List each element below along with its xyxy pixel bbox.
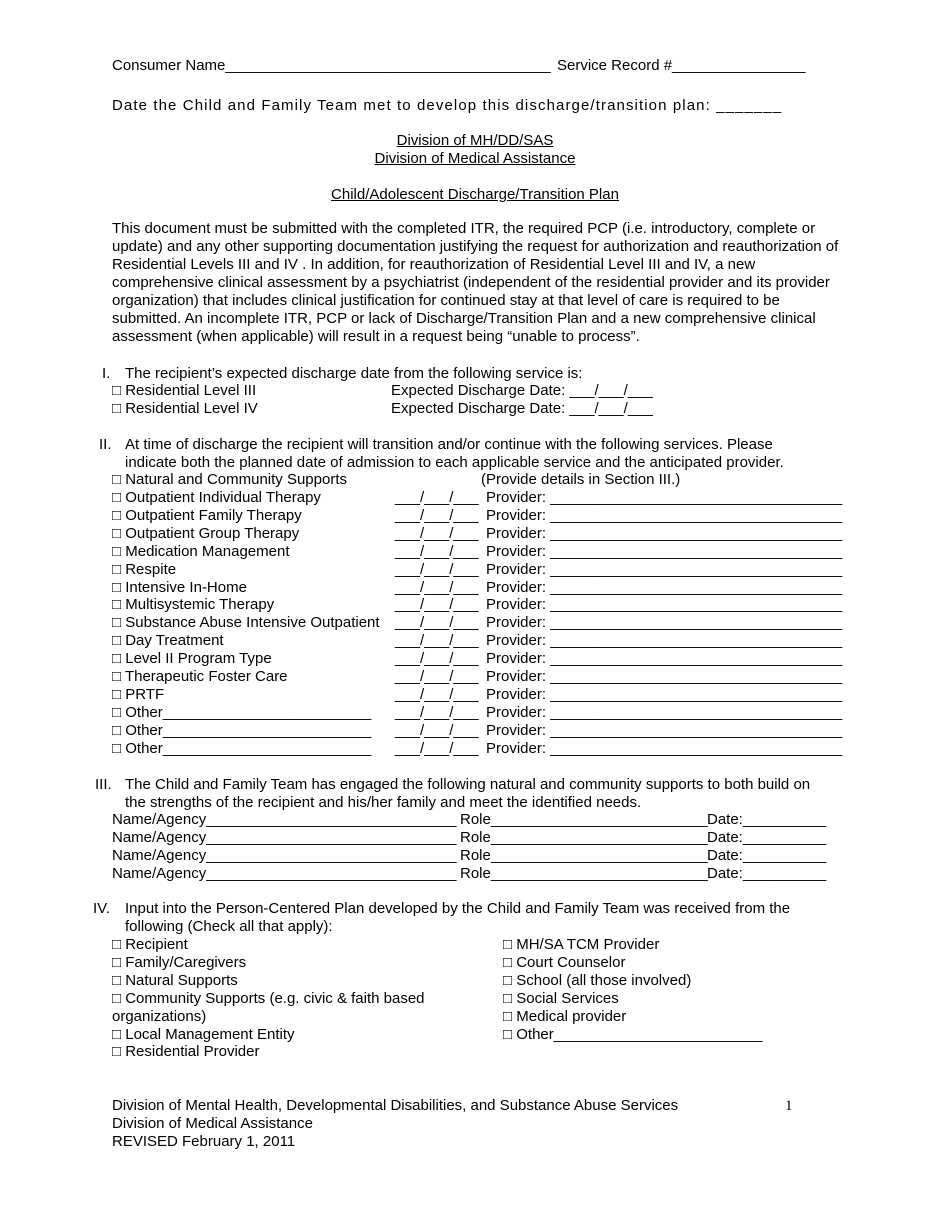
- admission-date-field[interactable]: ___/___/___: [395, 506, 479, 524]
- admission-date-field[interactable]: ___/___/___: [395, 489, 479, 506]
- input-source-checkbox[interactable]: □ MH/SA TCM Provider: [503, 936, 660, 953]
- input-source-checkbox[interactable]: □ Local Management Entity: [112, 1025, 295, 1043]
- residential-level-3-checkbox[interactable]: □ Residential Level III: [112, 382, 257, 399]
- level-3-discharge-date[interactable]: Expected Discharge Date: ___/___/___: [391, 382, 653, 399]
- section-4-heading-cont: following (Check all that apply):: [125, 918, 333, 935]
- provider-field[interactable]: Provider: ___________________________________: [486, 506, 843, 524]
- consumer-name-field[interactable]: Consumer Name_______________________________________: [112, 57, 551, 74]
- admission-date-field[interactable]: ___/___/___: [395, 560, 479, 578]
- section-3-note: (Provide details in Section III.): [481, 471, 681, 488]
- input-source-checkbox[interactable]: □ Family/Caregivers: [112, 953, 247, 971]
- service-checkbox[interactable]: □ Other_________________________: [112, 739, 372, 757]
- admission-date-field[interactable]: ___/___/___: [395, 721, 479, 739]
- provider-field[interactable]: Provider: ___________________________________: [486, 524, 843, 542]
- provider-field[interactable]: Provider: ___________________________________: [486, 542, 843, 560]
- section-1-number: I.: [102, 365, 111, 382]
- name-agency-field[interactable]: Name/Agency______________________________: [112, 864, 457, 882]
- footer-division-1: Division of Mental Health, Developmental Disabilities, and Substance Abuse Services: [112, 1097, 679, 1114]
- service-checkbox[interactable]: □ PRTF: [112, 685, 165, 703]
- input-source-checkbox[interactable]: □ School (all those involved): [503, 971, 692, 989]
- natural-community-supports-checkbox[interactable]: □ Natural and Community Supports: [112, 471, 347, 488]
- section-2-number: II.: [99, 436, 112, 453]
- provider-field[interactable]: Provider: ___________________________________: [486, 650, 843, 668]
- admission-date-field[interactable]: ___/___/___: [395, 668, 479, 685]
- service-checkbox[interactable]: □ Intensive In-Home: [112, 578, 247, 596]
- provider-field[interactable]: Provider: ___________________________________: [486, 596, 843, 614]
- input-source-checkbox[interactable]: □ Natural Supports: [112, 971, 238, 989]
- service-checkbox[interactable]: □ Outpatient Group Therapy: [112, 524, 300, 542]
- name-agency-field[interactable]: Name/Agency______________________________: [112, 811, 457, 828]
- section-4-heading: Input into the Person-Centered Plan developed by the Child and Family Team was received from the: [125, 900, 791, 917]
- service-checkbox[interactable]: □ Medication Management: [112, 542, 290, 560]
- service-checkbox[interactable]: □ Outpatient Individual Therapy: [112, 489, 321, 506]
- footer-revised: REVISED February 1, 2011: [112, 1133, 296, 1150]
- input-source-checkbox[interactable]: □ Community Supports (e.g. civic & faith based: [112, 989, 425, 1007]
- team-date-field[interactable]: Date the Child and Family Team met to develop this discharge/transition plan: _______: [112, 97, 783, 114]
- support-date-field[interactable]: Date:__________: [707, 846, 827, 864]
- provider-field[interactable]: Provider: ___________________________________: [486, 739, 843, 757]
- service-checkbox[interactable]: □ Other_________________________: [112, 721, 372, 739]
- admission-date-field[interactable]: ___/___/___: [395, 578, 479, 596]
- section-3-heading-cont: the strengths of the recipient and his/her family and meet the identified needs.: [125, 794, 642, 811]
- service-checkbox[interactable]: □ Respite: [112, 560, 177, 578]
- page-number: 1: [785, 1098, 793, 1114]
- footer-division-2: Division of Medical Assistance: [112, 1115, 313, 1132]
- input-source-checkbox[interactable]: □ Recipient: [112, 936, 188, 953]
- level-4-discharge-date[interactable]: Expected Discharge Date: ___/___/___: [391, 400, 653, 417]
- admission-date-field[interactable]: ___/___/___: [395, 739, 479, 757]
- input-source-checkbox[interactable]: □ Other_________________________: [503, 1025, 763, 1043]
- section-3-number: III.: [95, 776, 112, 793]
- residential-level-4-checkbox[interactable]: □ Residential Level IV: [112, 400, 258, 417]
- name-agency-field[interactable]: Name/Agency______________________________: [112, 828, 457, 846]
- division-subtitle: Division of Medical Assistance: [374, 150, 576, 167]
- input-source-checkbox[interactable]: □ Residential Provider: [112, 1043, 260, 1061]
- input-source-checkbox[interactable]: □ Medical provider: [503, 1007, 627, 1025]
- provider-field[interactable]: Provider: ___________________________________: [486, 632, 843, 650]
- service-checkbox[interactable]: □ Therapeutic Foster Care: [112, 668, 288, 685]
- role-field[interactable]: Role__________________________: [460, 846, 708, 864]
- service-checkbox[interactable]: □ Multisystemic Therapy: [112, 596, 275, 614]
- service-checkbox[interactable]: □ Substance Abuse Intensive Outpatient: [112, 614, 380, 632]
- provider-field[interactable]: Provider: ___________________________________: [486, 721, 843, 739]
- support-date-field[interactable]: Date:__________: [707, 864, 827, 882]
- service-checkbox[interactable]: □ Day Treatment: [112, 632, 224, 650]
- name-agency-field[interactable]: Name/Agency______________________________: [112, 846, 457, 864]
- input-source-checkbox[interactable]: □ Court Counselor: [503, 953, 626, 971]
- provider-field[interactable]: Provider: ___________________________________: [486, 703, 843, 721]
- admission-date-field[interactable]: ___/___/___: [395, 524, 479, 542]
- provider-field[interactable]: Provider: ___________________________________: [486, 578, 843, 596]
- provider-field[interactable]: Provider: ___________________________________: [486, 489, 843, 506]
- provider-field[interactable]: Provider: ___________________________________: [486, 685, 843, 703]
- service-checkbox[interactable]: □ Outpatient Family Therapy: [112, 506, 302, 524]
- role-field[interactable]: Role__________________________: [460, 811, 708, 828]
- division-title: Division of MH/DD/SAS: [396, 132, 554, 149]
- provider-field[interactable]: Provider: ___________________________________: [486, 668, 843, 685]
- service-checkbox[interactable]: □ Level II Program Type: [112, 650, 272, 668]
- admission-date-field[interactable]: ___/___/___: [395, 685, 479, 703]
- service-checkbox[interactable]: □ Other_________________________: [112, 703, 372, 721]
- plan-title: Child/Adolescent Discharge/Transition Plan: [331, 186, 619, 203]
- section-3-heading: The Child and Family Team has engaged the following natural and community supports to both build on: [125, 776, 811, 793]
- support-date-field[interactable]: Date:__________: [707, 811, 827, 828]
- intro-paragraph: This document must be submitted with the completed ITR, the required PCP (i.e. introductory, complete or update) and any other supporting documentation justifying the request for authorization and reauthorization of Residential Levels III and IV . In addition, for reauthorization of Residential Level III and IV, a new comprehensive clinical assessment by a psychiatrist (independent of the residential provider and its provider organization) that includes clinical justification for continued stay at that level of care is required to be submitted. An incomplete ITR, PCP or lack of Discharge/Transition Plan and a new comprehensive clinical assessment (when applicable) will result in a request being “unable to process”.: [112, 220, 839, 345]
- role-field[interactable]: Role__________________________: [460, 864, 708, 882]
- section-2-heading-cont: indicate both the planned date of admission to each applicable service and the anticipated provider.: [125, 454, 784, 471]
- admission-date-field[interactable]: ___/___/___: [395, 703, 479, 721]
- service-record-field[interactable]: Service Record #________________: [557, 57, 806, 74]
- section-1-heading: The recipient’s expected discharge date from the following service is:: [125, 365, 583, 382]
- provider-field[interactable]: Provider: ___________________________________: [486, 560, 843, 578]
- admission-date-field[interactable]: ___/___/___: [395, 596, 479, 614]
- admission-date-field[interactable]: ___/___/___: [395, 614, 479, 632]
- input-source-checkbox[interactable]: organizations): [112, 1007, 207, 1025]
- provider-field[interactable]: Provider: ___________________________________: [486, 614, 843, 632]
- admission-date-field[interactable]: ___/___/___: [395, 632, 479, 650]
- role-field[interactable]: Role__________________________: [460, 828, 708, 846]
- admission-date-field[interactable]: ___/___/___: [395, 542, 479, 560]
- support-date-field[interactable]: Date:__________: [707, 828, 827, 846]
- section-2-heading: At time of discharge the recipient will transition and/or continue with the following services. Please: [125, 436, 773, 453]
- section-4-number: IV.: [93, 900, 110, 917]
- admission-date-field[interactable]: ___/___/___: [395, 650, 479, 668]
- input-source-checkbox[interactable]: □ Social Services: [503, 989, 619, 1007]
